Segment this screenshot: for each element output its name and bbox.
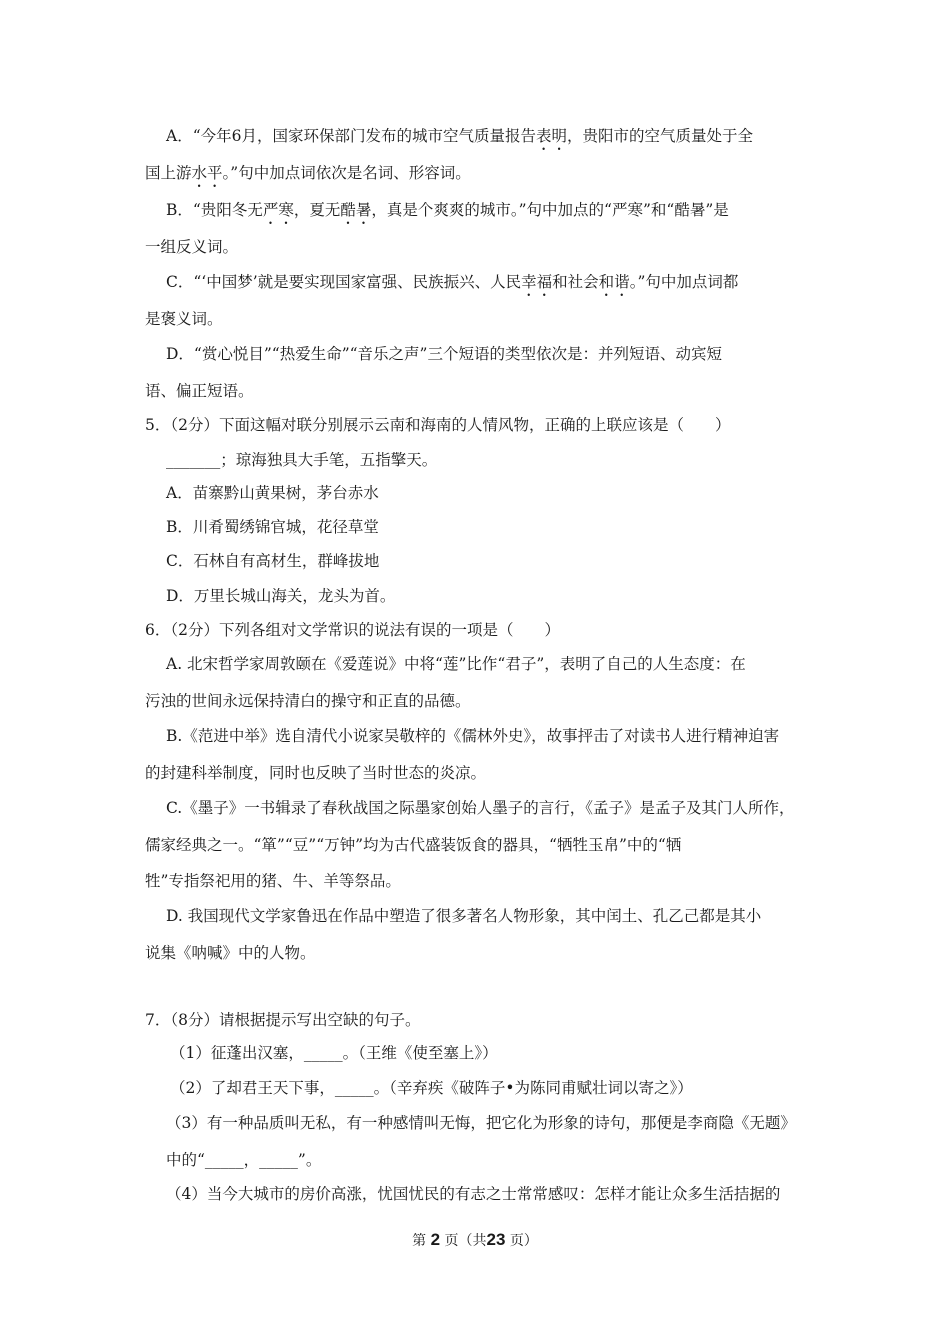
q6-stem: 6．（2分）下列各组对文学常识的说法有误的一项是（ ） xyxy=(145,621,560,639)
q5-option-a: A．苗寨黔山黄果树，茅台赤水 xyxy=(166,484,379,502)
q4-option-d-line1: D．“赏心悦目”“热爱生命”“音乐之声”三个短语的类型依次是：并列短语、动宾短 xyxy=(166,345,722,363)
q6-line: 说集《呐喊》中的人物。 xyxy=(145,944,316,962)
q6-line: A. 北宋哲学家周敦颐在《爱莲说》中将“莲”比作“君子”，表明了自己的人生态度：在 xyxy=(166,655,746,673)
page-number: 2 xyxy=(430,1230,441,1249)
q4-option-c-line1: C．“‘中国梦’就是要实现国家富强、民族振兴、人民幸福和社会和谐。”句中加点词都 xyxy=(166,273,739,291)
q4-option-b-line2: 一组反义词。 xyxy=(145,238,239,256)
emphasis-dots: 幸福 xyxy=(521,273,553,291)
q6-line: 儒家经典之一。“箪”“豆”“万钟”均为古代盛装饭食的器具，“牺牲玉帛”中的“牺 xyxy=(145,836,682,854)
q5-option-b: B．川肴蜀绣锦官城，花径草堂 xyxy=(166,518,379,536)
q5-couplet: _______；琼海独具大手笔，五指擎天。 xyxy=(166,451,438,469)
emphasis-dots: 严寒 xyxy=(262,201,294,219)
emphasis-dots: 酷暑 xyxy=(340,201,372,219)
q7-item: （3）有一种品质叫无私，有一种感情叫无悔，把它化为形象的诗句，那便是李商隐《无题》 xyxy=(166,1114,796,1132)
q5-stem: 5．（2分）下面这幅对联分别展示云南和海南的人情风物，正确的上联应该是（ ） xyxy=(145,416,731,434)
q7-item: （4）当今大城市的房价高涨，忧国忧民的有志之士常常感叹：怎样才能让众多生活拮据的 xyxy=(166,1185,781,1203)
page-total: 23 xyxy=(486,1230,506,1249)
q6-line: C.《墨子》一书辑录了春秋战国之际墨家创始人墨子的言行，《孟子》是孟子及其门人所作， xyxy=(166,799,795,817)
q5-option-d: D．万里长城山海关，龙头为首。 xyxy=(166,587,396,605)
q6-line: 污浊的世间永远保持清白的操守和正直的品德。 xyxy=(145,692,471,710)
q7-stem: 7．（8分）请根据提示写出空缺的句子。 xyxy=(145,1011,421,1029)
emphasis-dots: 表明 xyxy=(535,127,567,145)
q6-line: 的封建科举制度，同时也反映了当时世态的炎凉。 xyxy=(145,764,487,782)
q4-option-c-line2: 是褒义词。 xyxy=(145,310,223,328)
q5-option-c: C．石林自有高材生，群峰拔地 xyxy=(166,552,380,570)
page-footer: 第 2 页（共23 页） xyxy=(412,1230,538,1249)
q7-item: （2）了却君王天下事，_____。（辛弃疾《破阵子•为陈同甫赋壮词以寄之》） xyxy=(170,1079,693,1097)
q7-item: （1）征蓬出汉塞，_____。（王维《使至塞上》） xyxy=(170,1044,498,1062)
q6-line: D. 我国现代文学家鲁迅在作品中塑造了很多著名人物形象，其中闰土、孔乙己都是其小 xyxy=(166,907,762,925)
emphasis-dots: 和谐 xyxy=(598,273,630,291)
q6-line: B.《范进中举》选自清代小说家吴敬梓的《儒林外史》，故事抨击了对读书人进行精神迫害 xyxy=(166,727,780,745)
q4-option-d-line2: 语、偏正短语。 xyxy=(145,382,254,400)
q7-item: 中的“_____，_____”。 xyxy=(166,1151,322,1169)
q4-option-a-line2: 国上游水平。”句中加点词依次是名词、形容词。 xyxy=(145,164,471,182)
q4-option-a-line1: A．“今年6月，国家环保部门发布的城市空气质量报告表明，贵阳市的空气质量处于全 xyxy=(166,127,754,145)
q6-line: 牲”专指祭祀用的猪、牛、羊等祭品。 xyxy=(145,872,401,890)
emphasis-dots: 水平 xyxy=(191,164,223,182)
q4-option-b-line1: B．“贵阳冬无严寒，夏无酷暑，真是个爽爽的城市。”句中加点的“严寒”和“酷暑”是 xyxy=(166,201,729,219)
